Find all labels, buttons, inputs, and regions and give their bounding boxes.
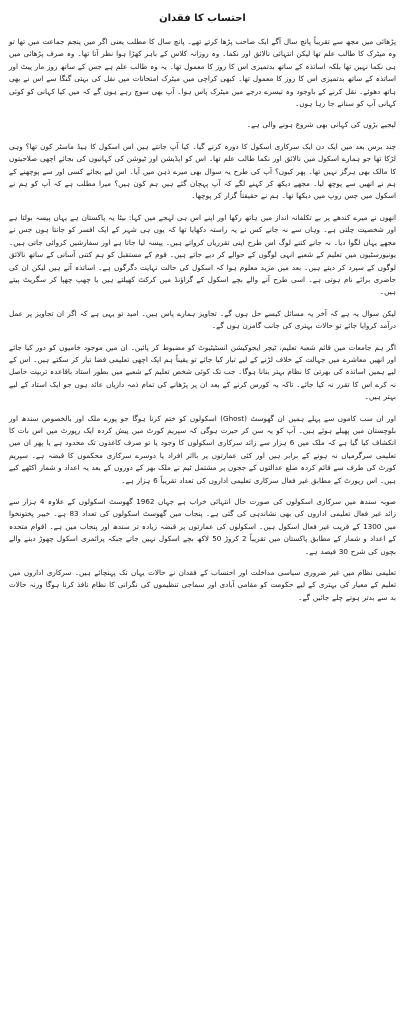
paragraph-5: لیکن سوال یہ ہے کہ آخر یہ مسائل کیسے حل ہوں گے۔ تجاویز ہمارے پاس ہیں۔ امید تو یہی ہے کہ اگر ان تجاویز پر عمل درآمد کروایا جائے تو حالات بہتری کی جانب گامزن ہوں گے۔	[9, 308, 396, 331]
paragraph-3: چند برس بعد میں ایک دن ایک سرکاری اسکول کا دورہ کرنے گیا۔ کیا آپ جانتے ہیں اس اسکول کا ہیڈ ماسٹر کون تھا؟ وہی لڑکا تھا جو ہمارے اسکول میں نالائق اور نکما طالب علم تھا۔ اس کو ایڈیشن اور ٹیوشن کی کہانیوں کی بجائے اچھی صلاحیتوں کا مالک بھی ہرگز نہیں تھا۔ پھر کیوں؟ آپ کی طرح یہ سوال بھی میرے ذہن میں آیا۔ اس لیے بجائے کسی اور سے پوچھنے کے ہم نے انھیں سے پوچھ لیا۔ مجھے دیکھ کر کہنے لگے کہ آپ پہچان گئے ہیں ہم کون ہیں؟ میرا مطلب ہے کہ آپ کو ہم نے اسکول میں جس روپ میں دیکھا تھا۔ ہم نے حقیقتاً گزار کر پوچھا۔	[9, 141, 396, 201]
paragraph-6: اگر ہم جامعات میں قائم شعبۂ تعلیم، ٹیچر ایجوکیشن انسٹیٹیوٹ کو مضبوط کر پائیں۔ ان میں موجود خامیوں کو دور کیا جائے اور انھیں معاشرے میں جہالت کے خلاف لڑنے کے لیے تیار کیا جائے تو یقیناً ہم ایک اچھی تعلیمی فضا تیار کر سکتے ہیں۔ اس کے لیے ہمیں اساتذہ کی بھرتی کا نظام بہتر بنانا ہوگا۔ جب تک کوئی شخص تعلیم کے شعبے میں بطور استاد باقاعدہ تربیت حاصل نہ کرے اس کا تقرر نہ کیا جائے۔ تاکہ یہ کورس کرنے کے بعد ان پر پڑھانے کی تمام ذمہ داریاں عائد ہوں جو ایک استاد کے لیے بہتر ہیں۔	[9, 342, 396, 402]
article-title: احتساب کا فقدان	[159, 13, 246, 24]
paragraph-7: اور ان سب کاموں سے پہلے ہمیں ان گھوسٹ (Ghost) اسکولوں کو ختم کرنا ہوگا جو پورے ملک اور بالخصوص سندھ اور بلوچستان میں پھیلے ہوئے ہیں۔ آپ کو یہ سن کر حیرت ہوگی کہ سپریم کورٹ میں پیش کردہ ایک رپورٹ میں اس بات کا انکشاف کیا گیا ہے کہ ملک میں 6 ہزار سے زائد سرکاری اسکولوں کا وجود یا تو صرف کاغذوں تک محدود ہے یا پھر ان میں تعلیمی سرگرمیاں نہ ہونے کے برابر ہیں اور کئی عمارتوں پر بااثر افراد یا دوسرے سرکاری محکموں کا قبضہ ہے۔ سپریم کورٹ کی طرف سے قائم کردہ ضلع عدالتوں کے ججوں پر مشتمل ٹیم نے ملک بھر کے دوروں کے بعد یہ اعداد و شمار اکٹھے کیے ہیں۔ اس رپورٹ کے مطابق غیر فعال سرکاری تعلیمی اداروں کی تعداد تقریباً 6 ہزار ہے۔	[9, 413, 396, 485]
paragraph-9: تعلیمی نظام میں غیر ضروری سیاسی مداخلت اور احتساب کے فقدان نے حالات یہاں تک پہنچائے ہیں۔ سرکاری اداروں میں تعلیم کے معیار کی بہتری کے لیے حکومت کو مقامی آبادی اور سماجی تنظیموں کی نگرانی کا نظام نافذ کرنا ہوگا ورنہ حالات بد سے بدتر ہوتے چلے جائیں گے۔	[9, 568, 396, 602]
paragraph-8: صوبہ سندھ میں سرکاری اسکولوں کی صورت حال انتہائی خراب ہے جہاں 1962 گھوسٹ اسکولوں کے علاوہ 4 ہزار سے زائد غیر فعال تعلیمی اداروں کی بھی نشاندہی کی گئی ہے۔ پنجاب میں گھوسٹ اسکولوں کی تعداد 83 ہے۔ خیبر پختونخوا میں 1300 کے قریب غیر فعال اسکول ہیں۔ اسکولوں کی عمارتوں پر قبضہ زیادہ تر سندھ اور پنجاب میں ہے۔ اقوام متحدہ کے اعداد و شمار کے مطابق پاکستان میں تقریباً 2 کروڑ 50 لاکھ بچے اسکول نہیں جاتے جبکہ پرائمری اسکول چھوڑ دینے والے بچوں کی شرح 30 فیصد ہے۔	[9, 497, 397, 556]
paragraph-2: لیجیے بڑوں کی کہانی بھی شروع ہونے والی ہے۔	[246, 120, 396, 130]
paragraph-4: انھوں نے میرے کندھے پر بے تکلفانہ انداز میں ہاتھ رکھا اور اپنے اس ہی لہجے میں کہا: بیٹا یہ پاکستان ہے یہاں پیسہ بولتا ہے اور شخصیت چلتی ہے۔ وہاں سے نہ جانے کس نے یہ راستہ دکھایا تھا کہ یوں ہی شہر کے ایک افسر کو جانتا ہوں جس نے مجھے یہاں لگوا دیا۔ نہ جانے کتنے لوگ اس طرح اپنی تقرریاں کرواتے ہیں۔ پیسہ لیا جاتا ہے اور سفارشیں کروائی جاتی ہیں۔ یونیورسٹیوں میں تعلیم کے شعبے انہی لوگوں کے حوالے کر دیے جاتے ہیں۔ قوم کے مستقبل کو ہم کتنی آسانی کے ساتھ نالائق لوگوں کے سپرد کر دیتے ہیں۔ بعد میں مزید معلوم ہوا کہ اسکول کی حالت نہایت دگرگوں ہے۔ اساتذہ آتے ہیں لیکن ان کی حاضری برائے نام ہوتی ہے۔ اسی طرح آنے والے بچے اسکول کے گراؤنڈ میں کرکٹ کھیلتے ہیں یا چھپ چھپا کر سگریٹ پیتے ہیں۔	[9, 212, 396, 297]
paragraph-1: پڑھائی میں مجھ سے تقریباً پانچ سال آگے ایک صاحب پڑھا کرتے تھے۔ پانچ سال کا مطلب یعنی اگر میں پنجم جماعت میں تھا تو وہ میٹرک کا طالب علم تھا لیکن انتہائی نالائق اور نکما۔ وہ روزانہ کلاس کے باہر کھڑا ہوا نظر آتا تھا۔ وہ صرف پڑھائی میں ہی نکما نہیں تھا بلکہ اساتذہ کے ساتھ بدتمیزی اس کا روز کا معمول تھا۔ یہ وہ طالب علم ہے جس کے ساتھ روز مار پیٹ اور اساتذہ کے ساتھ بدتمیزی اس کا روز کا معمول تھا۔ کبھی کراچی میں میٹرک امتحانات میں نقل کی بہتی گنگا سے اس نے بھی ہاتھ دھوئے۔ نقل کرنے کے باوجود وہ تیسرے درجے میں میٹرک پاس ہوا۔ آپ بھی سوچ رہے ہوں گے کہ میں کیا کہانی کو کوئی کہانی آپ کو سنانے جا رہا ہوں۔	[9, 37, 396, 109]
